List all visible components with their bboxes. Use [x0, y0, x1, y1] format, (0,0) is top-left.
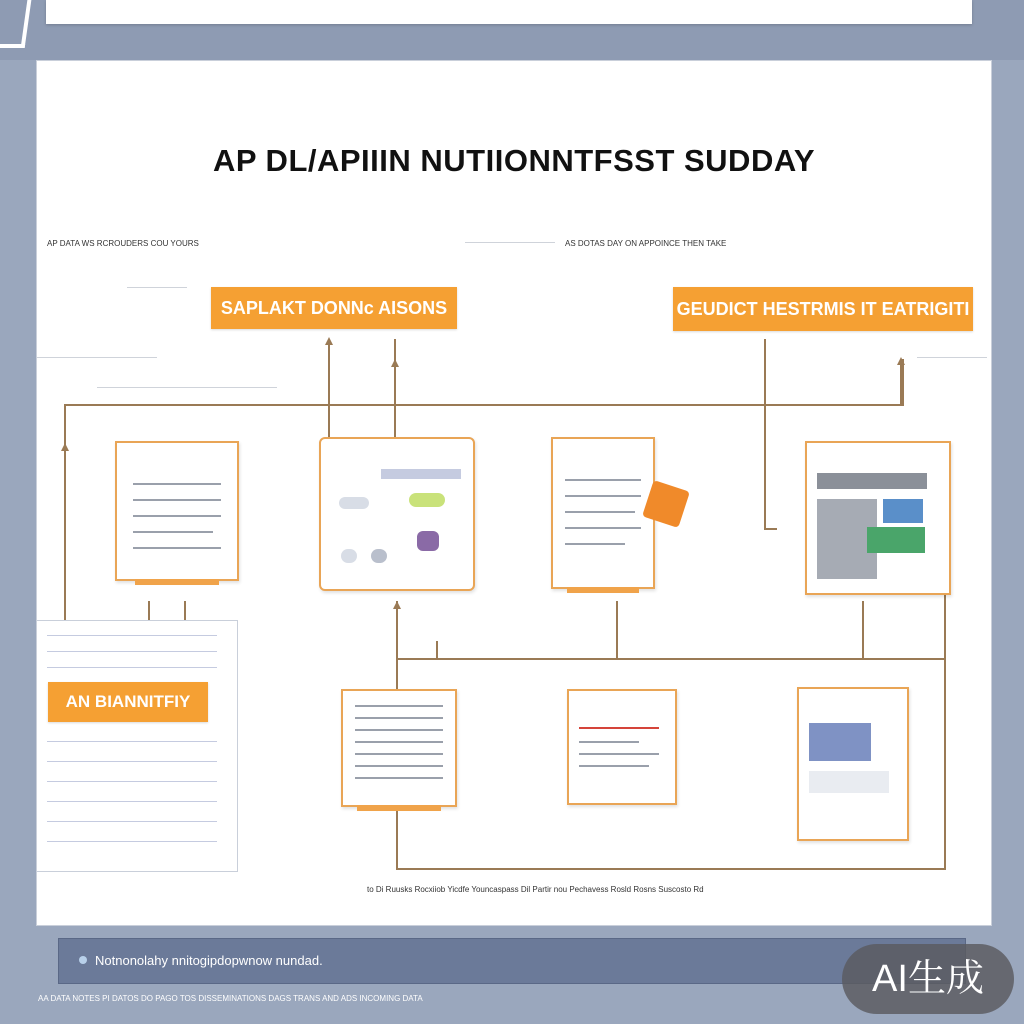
tag-mid-left: AN BIANNITFIY	[48, 682, 208, 722]
tag-left: SAPLAKT DONNc AISONS	[211, 287, 457, 329]
left-sheet	[36, 620, 238, 872]
document-icon	[567, 689, 677, 805]
ai-generated-badge: AI生成	[842, 944, 1014, 1014]
document-icon	[115, 441, 239, 581]
document-icon	[341, 689, 457, 807]
subtitle-left: AP DATA WS RCROUDERS COU YOURS	[47, 239, 199, 248]
bullet-icon	[79, 956, 87, 964]
subtitle-right: AS DOTAS DAY ON APPOINCE THEN TAKE	[565, 239, 727, 248]
document-icon	[797, 687, 909, 841]
bottom-caption: to Di Ruusks Rocxiiob Yicdfe Youncaspass Dil Partir nou Pechavess Rosld Rosns Suscosto Rd	[367, 885, 704, 894]
tag-right: GEUDICT HESTRMIS IT EATRIGITI	[673, 287, 973, 331]
footer-text: AA DATA NOTES PI DATOS DO PAGO TOS DISSEMINATIONS DAGS TRANS AND ADS INCOMING DATA	[38, 994, 423, 1003]
document-icon	[805, 441, 951, 595]
diagram-title: AP DL/APIIIN NUTIIONNTFSST SUDDAY	[212, 143, 816, 178]
top-sheet	[46, 0, 972, 24]
bottom-bar-text: Notnonolahy nnitogipdopwnow nundad.	[95, 953, 323, 968]
document-icon	[319, 437, 475, 591]
bottom-bar	[58, 938, 966, 984]
document-icon	[551, 437, 655, 589]
